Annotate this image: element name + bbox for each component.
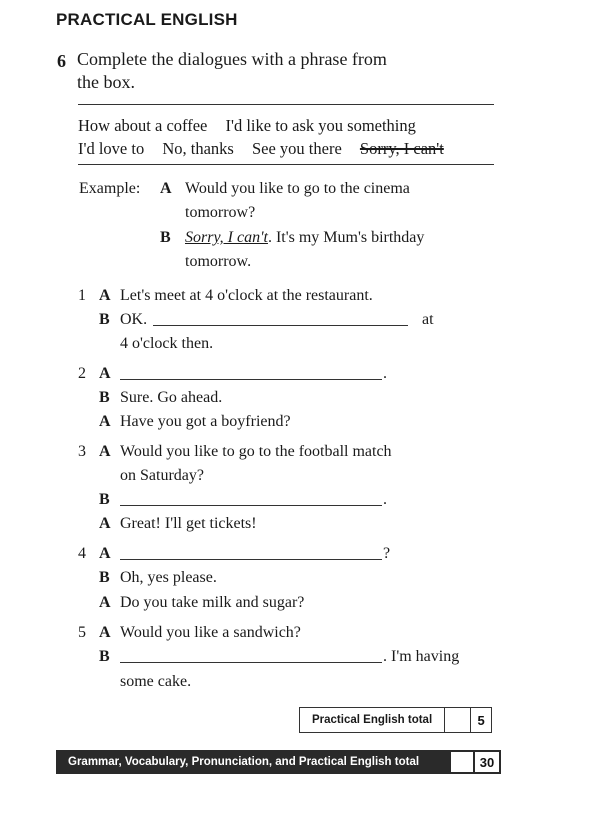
speaker-a: A: [160, 180, 172, 197]
item-4-a-end: ?: [383, 545, 391, 562]
instruction-line-2: the box.: [77, 72, 135, 92]
item-1-b-start: OK.: [120, 311, 148, 328]
speaker-b: B: [99, 491, 110, 508]
item-number: 5: [78, 624, 86, 641]
phrase-box-row-1: [78, 116, 430, 136]
speaker-a: A: [99, 594, 111, 611]
example-label: Example:: [79, 180, 141, 197]
practical-total-label: Practical English total: [312, 714, 433, 726]
phrase: I'd love to: [78, 139, 145, 158]
speaker-b: B: [99, 648, 110, 665]
item-5-a: Would you like a sandwich?: [120, 624, 301, 641]
struck-phrase: Sorry, I can't: [359, 139, 444, 158]
item-3-a-line-2: on Saturday?: [120, 467, 204, 484]
grand-total-bar: [56, 750, 501, 774]
speaker-b: B: [99, 311, 110, 328]
practical-total-score: [444, 708, 491, 732]
item-1-a: Let's meet at 4 o'clock at the restaurant.: [120, 287, 373, 304]
answer-blank-1[interactable]: [153, 311, 408, 326]
example-b-line-2: tomorrow.: [185, 253, 252, 270]
answer-blank-4[interactable]: [120, 545, 382, 560]
example-answer: Sorry, I can't: [185, 229, 268, 246]
phrase: How about a coffee: [78, 116, 208, 135]
instruction-line-1: Complete the dialogues with a phrase from: [77, 49, 387, 69]
item-1-b-after: at: [422, 311, 434, 328]
section-title: PRACTICAL ENGLISH: [56, 10, 238, 29]
example-b-rest: . It's my Mum's birthday: [267, 229, 425, 246]
item-4-b: Oh, yes please.: [120, 569, 217, 586]
speaker-a: A: [99, 443, 111, 460]
item-3-b-end: .: [383, 491, 387, 508]
example-a-line-1: Would you like to go to the cinema: [185, 180, 410, 197]
speaker-b: B: [99, 389, 110, 406]
item-3-a2: Great! I'll get tickets!: [120, 515, 257, 532]
phrase: No, thanks: [162, 139, 234, 158]
speaker-b: B: [160, 229, 171, 246]
item-2-b: Sure. Go ahead.: [120, 389, 223, 406]
item-number: 4: [78, 545, 86, 562]
practical-total-value: 5: [470, 708, 491, 732]
phrase: I'd like to ask you something: [225, 116, 416, 135]
box-bottom-rule: [78, 164, 494, 165]
speaker-a: A: [99, 413, 111, 430]
item-3-a-line-1: Would you like to go to the football match: [120, 443, 392, 460]
answer-blank-2[interactable]: [120, 365, 382, 380]
item-1-b-line-2: 4 o'clock then.: [120, 335, 214, 352]
answer-blank-3[interactable]: [120, 491, 382, 506]
grand-total-score-field: [451, 752, 473, 772]
example-a-line-2: tomorrow?: [185, 204, 256, 221]
speaker-a: A: [99, 365, 111, 382]
item-number: 3: [78, 443, 86, 460]
speaker-a: A: [99, 515, 111, 532]
box-top-rule: [78, 104, 494, 105]
speaker-b: B: [99, 569, 110, 586]
item-4-a2: Do you take milk and sugar?: [120, 594, 305, 611]
item-5-b-line-2: some cake.: [120, 673, 192, 690]
item-2-a-end: .: [383, 365, 387, 382]
answer-blank-5[interactable]: [120, 648, 382, 663]
phrase: See you there: [251, 139, 342, 158]
example-b-line-1: [185, 229, 424, 247]
exercise-number: 6: [57, 51, 66, 71]
item-number: 1: [78, 287, 86, 304]
phrase-box-row-2: [78, 139, 458, 159]
grand-total-label: Grammar, Vocabulary, Pronunciation, and Practical English total: [68, 756, 420, 768]
item-number: 2: [78, 365, 86, 382]
speaker-a: A: [99, 545, 111, 562]
speaker-a: A: [99, 287, 111, 304]
speaker-a: A: [99, 624, 111, 641]
practical-english-total-box: [299, 707, 492, 733]
grand-total-value: 30: [475, 752, 499, 772]
item-5-b-after: . I'm having: [383, 648, 460, 665]
item-2-a2: Have you got a boyfriend?: [120, 413, 291, 430]
